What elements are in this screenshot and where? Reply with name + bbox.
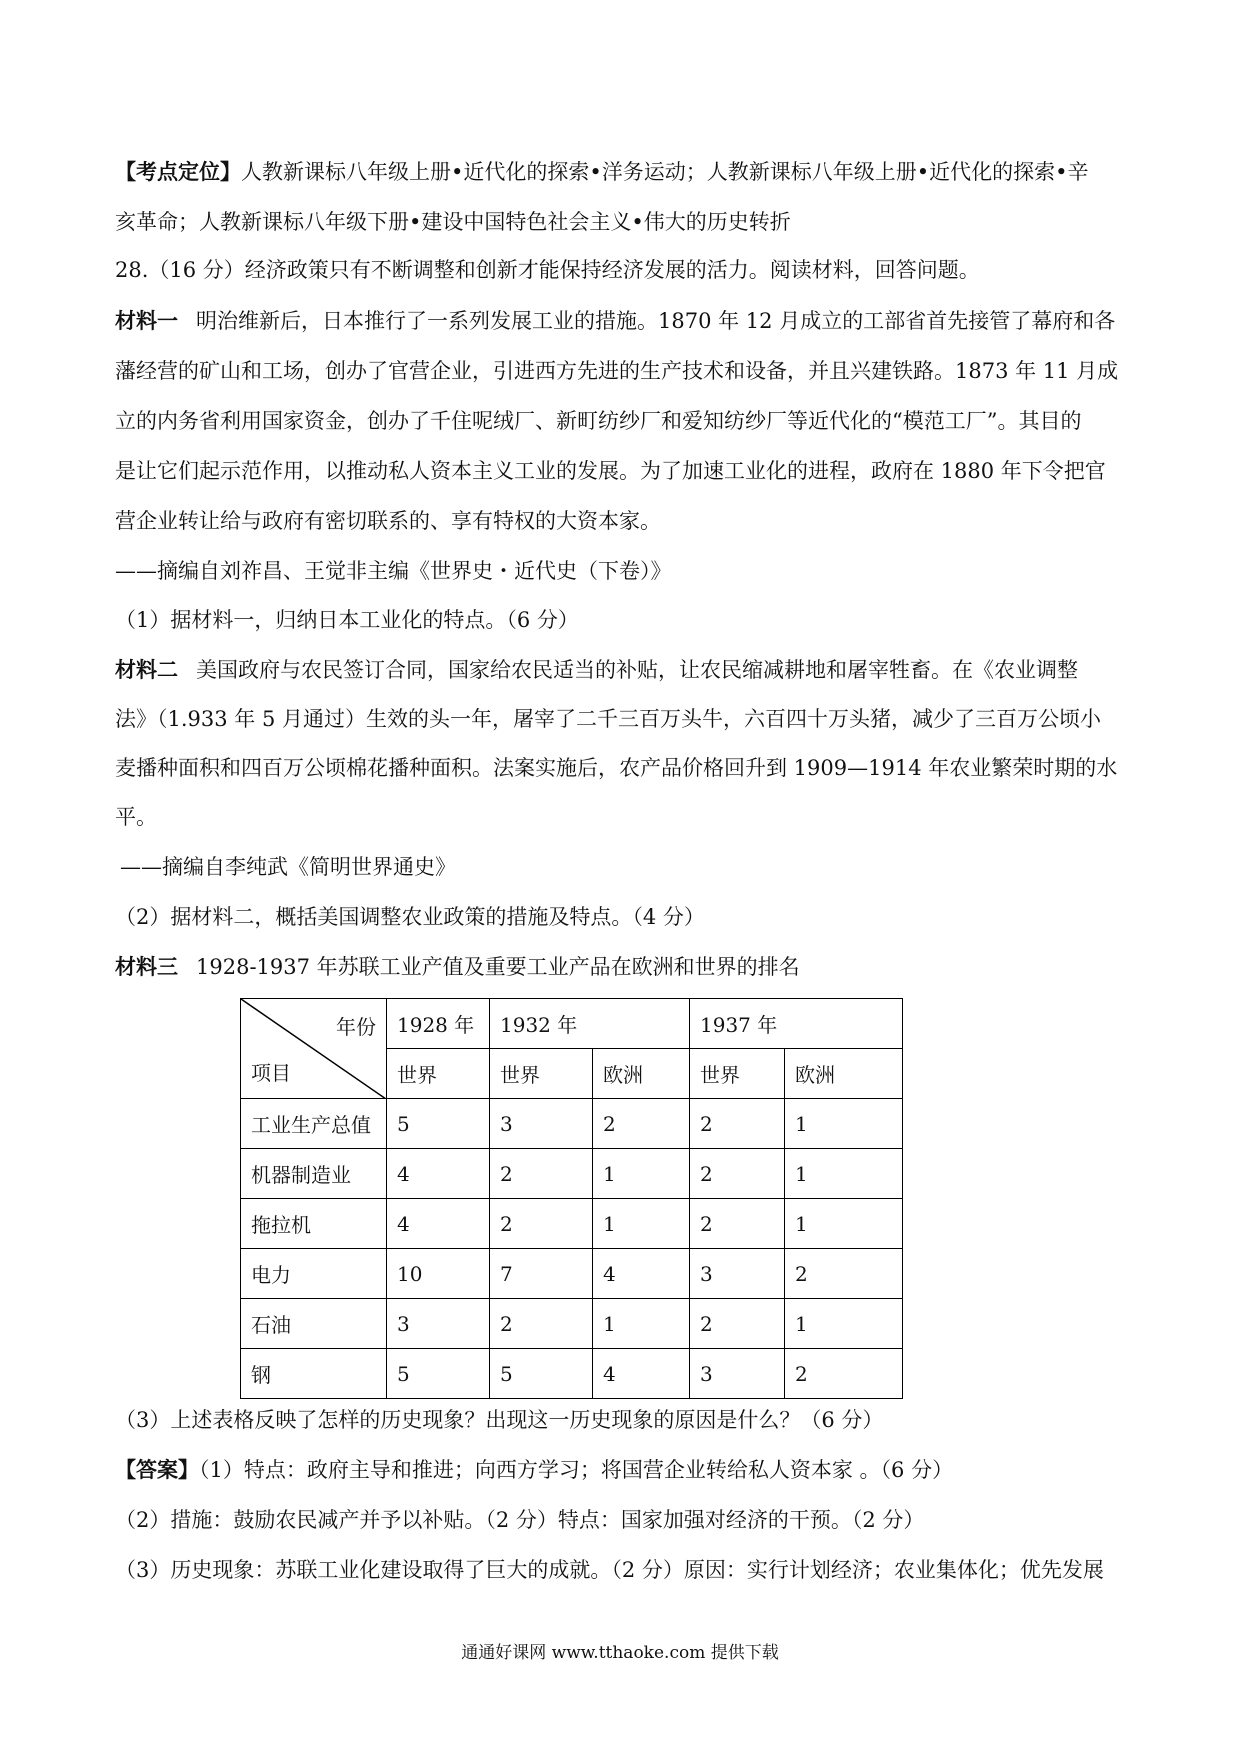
table-rank-cell: 5	[387, 1349, 490, 1399]
subheader-cell: 欧洲	[593, 1049, 690, 1099]
subheader-cell: 世界	[387, 1049, 490, 1099]
subheader-cell: 世界	[490, 1049, 593, 1099]
table-row	[241, 1099, 903, 1149]
material1-line-2: 藩经营的矿山和工场，创办了官营企业，引进西方先进的生产技术和设备，并且兴建铁路。1873 年 11 月成	[115, 359, 1119, 383]
table-rank-cell: 1	[785, 1099, 903, 1149]
table-rank-cell: 4	[387, 1199, 490, 1249]
material1-line-4: 是让它们起示范作用，以推动私人资本主义工业的发展。为了加速工业化的进程，政府在 1880 年下令把官	[115, 459, 1106, 483]
table-rank-cell: 1	[593, 1149, 690, 1199]
table-rank-cell: 1	[785, 1299, 903, 1349]
table-rank-cell: 5	[387, 1099, 490, 1149]
material1-source: ——摘编自刘祚昌、王觉非主编《世界史・近代史（下卷）》	[115, 559, 672, 583]
corner-year-label: 年份	[336, 1015, 376, 1039]
answer-line-2: （2）措施：鼓励农民减产并予以补贴。（2 分）特点：国家加强对经济的干预。（2 分）	[115, 1508, 925, 1532]
table-rank-cell: 1	[593, 1199, 690, 1249]
table-rank-cell: 1	[785, 1199, 903, 1249]
subheader-cell: 世界	[690, 1049, 785, 1099]
table-header-row	[241, 999, 903, 1049]
table-rank-cell: 2	[490, 1199, 593, 1249]
table-item-cell: 拖拉机	[241, 1199, 387, 1249]
corner-item-label: 项目	[251, 1061, 291, 1085]
answer-label: 【答案】	[115, 1457, 199, 1482]
page-footer: 通通好课网 www.tthaoke.com 提供下载	[461, 1643, 779, 1663]
table-rank-cell: 2	[593, 1099, 690, 1149]
table-rank-cell: 7	[490, 1249, 593, 1299]
table-row	[241, 1299, 903, 1349]
subheader-cell: 欧洲	[785, 1049, 903, 1099]
material2-line-1	[115, 655, 1135, 685]
table-row	[241, 1249, 903, 1299]
question-1: （1）据材料一，归纳日本工业化的特点。（6 分）	[115, 608, 579, 632]
table-rank-cell: 2	[785, 1349, 903, 1399]
table-rank-cell: 3	[690, 1249, 785, 1299]
table-item-cell: 电力	[241, 1249, 387, 1299]
question-intro: 28.（16 分）经济政策只有不断调整和创新才能保持经济发展的活力。阅读材料，回答问题。	[115, 258, 980, 282]
table-rank-cell: 3	[490, 1099, 593, 1149]
material1-line-3: 立的内务省利用国家资金，创办了千住呢绒厂、新町纺纱厂和爱知纺纱厂等近代化的“模范工厂”。其目的	[115, 409, 1082, 433]
kaodian-text-1: 人教新课标八年级上册•近代化的探索•洋务运动；人教新课标八年级上册•近代化的探索•辛	[241, 160, 1089, 184]
table-row	[241, 1199, 903, 1249]
material3-line	[115, 952, 1135, 982]
table-rank-cell: 4	[593, 1349, 690, 1399]
table-rank-cell: 3	[387, 1299, 490, 1349]
table-rank-cell: 4	[593, 1249, 690, 1299]
material2-text-0: 美国政府与农民签订合同，国家给农民适当的补贴，让农民缩减耕地和屠宰牲畜。在《农业调整	[196, 658, 1078, 682]
question-3: （3）上述表格反映了怎样的历史现象？出现这一历史现象的原因是什么？（6 分）	[115, 1408, 884, 1432]
table-rank-cell: 4	[387, 1149, 490, 1199]
material1-label: 材料一	[115, 308, 178, 333]
table-rank-cell: 1	[593, 1299, 690, 1349]
answer-text-1: （1）特点：政府主导和推进；向西方学习；将国营企业转给私人资本家 。（6 分）	[199, 1458, 954, 1482]
kaodian-line-2: 亥革命；人教新课标八年级下册•建设中国特色社会主义•伟大的历史转折	[115, 210, 791, 234]
table-rank-cell: 2	[690, 1199, 785, 1249]
kaodian-line-1	[115, 157, 1135, 187]
table-body	[241, 1099, 903, 1399]
answer-line-3: （3）历史现象：苏联工业化建设取得了巨大的成就。（2 分）原因：实行计划经济；农业集体化；优先发展	[115, 1558, 1104, 1582]
material2-line-4: 平。	[115, 805, 157, 829]
table-rank-cell: 10	[387, 1249, 490, 1299]
material2-label: 材料二	[115, 657, 178, 682]
table-rank-cell: 3	[690, 1349, 785, 1399]
table-rank-cell: 1	[785, 1149, 903, 1199]
table-rank-cell: 2	[490, 1149, 593, 1199]
ussr-ranking-table	[240, 998, 903, 1399]
table-item-cell: 机器制造业	[241, 1149, 387, 1199]
table-item-cell: 钢	[241, 1349, 387, 1399]
material3-caption: 1928-1937 年苏联工业产值及重要工业产品在欧洲和世界的排名	[196, 955, 800, 979]
table-item-cell: 石油	[241, 1299, 387, 1349]
year-header-1932: 1932 年	[490, 999, 690, 1049]
table-rank-cell: 2	[690, 1099, 785, 1149]
material1-line-1	[115, 306, 1135, 336]
material1-line-5: 营企业转让给与政府有密切联系的、享有特权的大资本家。	[115, 509, 661, 533]
table-rank-cell: 2	[690, 1299, 785, 1349]
material2-line-3: 麦播种面积和四百万公顷棉花播种面积。法案实施后，农产品价格回升到 1909—1914 年农业繁荣时期的水	[115, 756, 1118, 780]
table-corner-cell	[241, 999, 387, 1099]
material2-line-2: 法》（1.933 年 5 月通过）生效的头一年，屠宰了二千三百万头牛，六百四十万头猪，减少了三百万公顷小	[115, 707, 1102, 731]
table-row	[241, 1349, 903, 1399]
year-header-1928: 1928 年	[387, 999, 490, 1049]
year-header-1937: 1937 年	[690, 999, 903, 1049]
table-item-cell: 工业生产总值	[241, 1099, 387, 1149]
table-rank-cell: 5	[490, 1349, 593, 1399]
question-2: （2）据材料二，概括美国调整农业政策的措施及特点。（4 分）	[115, 905, 705, 929]
table-rank-cell: 2	[490, 1299, 593, 1349]
table-row	[241, 1149, 903, 1199]
material1-text-0: 明治维新后，日本推行了一系列发展工业的措施。1870 年 12 月成立的工部省首先接管了幕府和各	[196, 309, 1116, 333]
material3-label: 材料三	[115, 954, 178, 979]
material2-source: ——摘编自李纯武《简明世界通史》	[120, 855, 456, 879]
answer-line-1	[115, 1455, 1135, 1485]
kaodian-label: 【考点定位】	[115, 159, 241, 184]
table-rank-cell: 2	[785, 1249, 903, 1299]
table-rank-cell: 2	[690, 1149, 785, 1199]
